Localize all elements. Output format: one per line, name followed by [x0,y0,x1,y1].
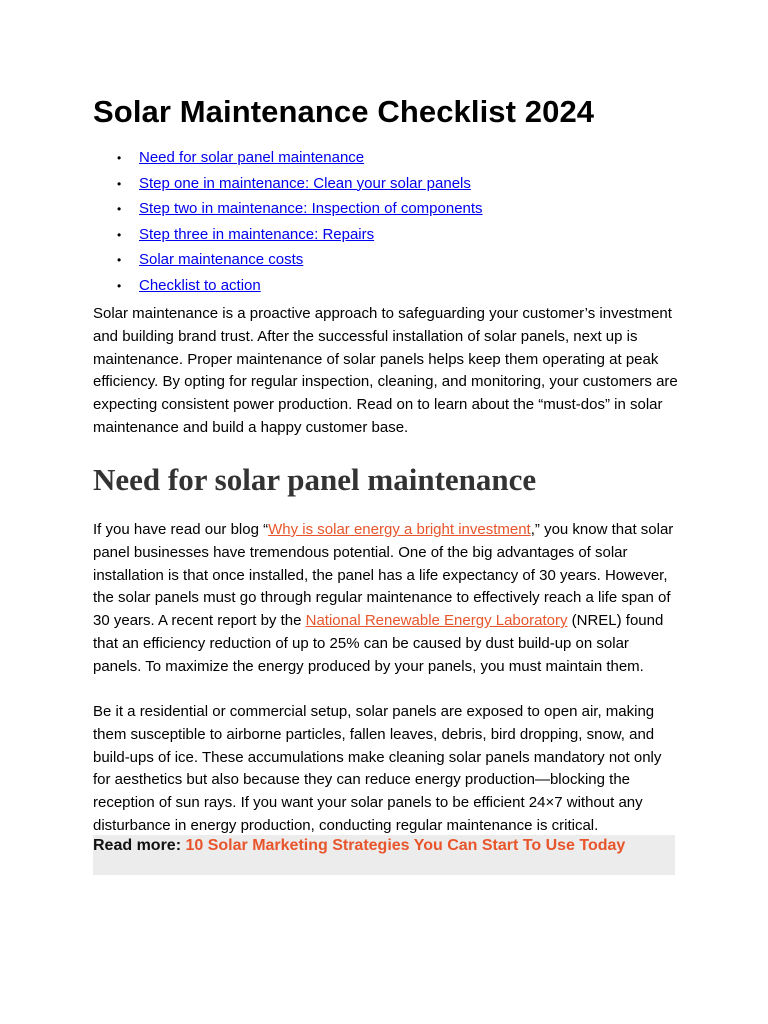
bullet-icon: • [117,176,122,191]
toc-item [93,148,483,174]
toc-link-step-two[interactable]: Step two in maintenance: Inspection of components [139,200,483,217]
toc-link-step-three[interactable]: Step three in maintenance: Repairs [139,225,375,243]
toc-link-step-one[interactable]: Step one in maintenance: Clean your solar panels [139,174,471,192]
bullet-icon: • [117,227,122,242]
bullet-icon: • [117,202,122,216]
paragraph-text: (NREL) found that an efficiency reduction of up to 25% can be caused by dust build-up on solar panels. To maximize the energy produced by your panels, you must maintain them. [93,612,664,675]
intro-paragraph: Solar maintenance is a proactive approach to safeguarding your customer’s investment and building brand trust. After the successful installation of solar panels, next up is maintenance. Proper maintenance of solar panels helps keep them operating at peak efficiency. By opting for regular inspection, cleaning, and monitoring, your customers are expecting consistent power production. Read on to learn about the “must-dos” in solar maintenance and build a happy customer base. [93,305,678,436]
section-heading: Need for solar panel maintenance [93,462,537,497]
toc-item [93,225,483,251]
toc-link-checklist[interactable]: Checklist to action [139,276,261,294]
page-title: Solar Maintenance Checklist 2024 [93,94,595,129]
toc-item [93,276,483,302]
paragraph-text: ,” you know that solar panel businesses have tremendous potential. One of the big advantages of solar installation is that once installed, the panel has a life expectancy of 30 years. However, the solar panels must go through regular maintenance to effectively reach a life span of 30 years. A recent report by the [93,521,674,629]
blog-link-bright-investment[interactable]: Why is solar energy a bright investment [268,521,531,538]
nrel-link[interactable]: National Renewable Energy Laboratory [305,612,568,629]
toc-link-costs[interactable]: Solar maintenance costs [139,251,304,268]
toc-item [93,250,483,276]
bullet-icon: • [117,151,122,165]
toc-item [93,174,483,200]
read-more-box [93,835,675,875]
bullet-icon: • [117,253,122,267]
read-more-label: Read more: [93,837,182,854]
body-paragraph-2: Be it a residential or commercial setup, solar panels are exposed to open air, making them susceptible to airborne particles, fallen leaves, debris, bird dropping, snow, and build-ups of ice. These accumulations make cleaning solar panels mandatory not only for aesthetics but also because they can reduce energy production—blocking the reception of sun rays. If you want your solar panels to be efficient 24×7 without any disturbance in energy production, conducting regular maintenance is critical. [93,703,662,834]
read-more-link[interactable]: 10 Solar Marketing Strategies You Can Start To Use Today [185,837,626,854]
toc-item [93,199,483,225]
toc-link-need-maintenance[interactable]: Need for solar panel maintenance [139,149,365,166]
bullet-icon: • [117,278,122,293]
body-paragraph-1 [93,519,678,678]
paragraph-text: If you have read our blog “ [93,521,269,538]
table-of-contents [93,148,483,301]
